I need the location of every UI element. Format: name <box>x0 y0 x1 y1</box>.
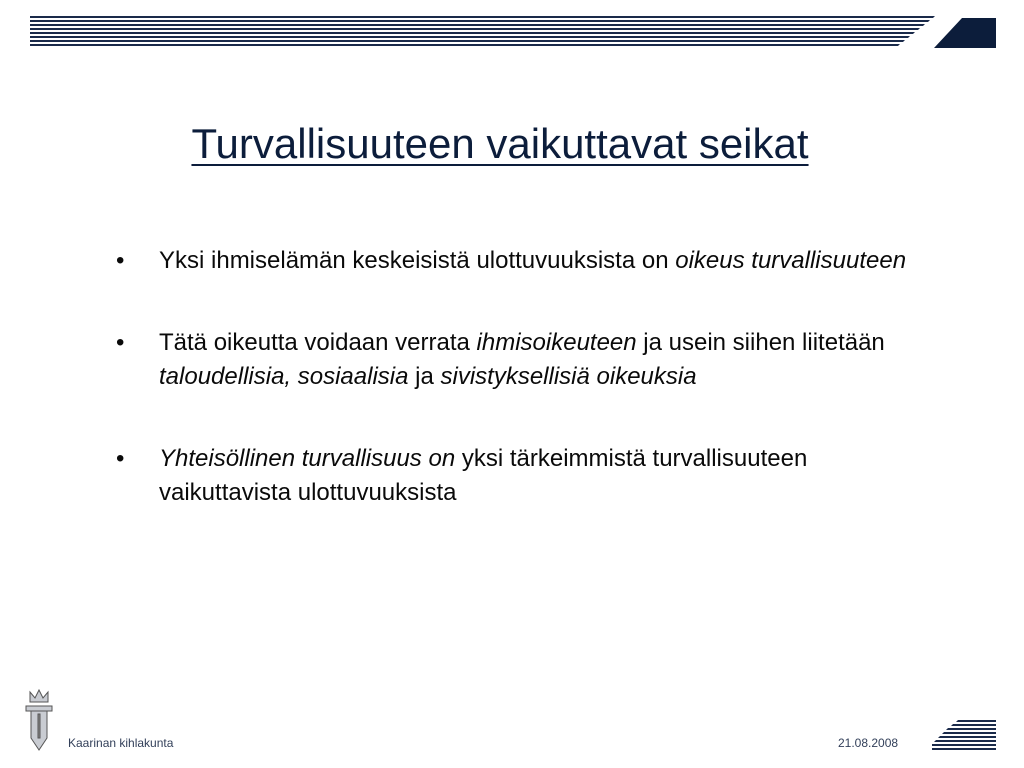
bullet-emphasis: oikeus turvallisuuteen <box>675 247 907 274</box>
header-stripes <box>30 16 935 48</box>
footer-date: 21.08.2008 <box>838 736 899 750</box>
bullet-text: ja <box>408 363 441 390</box>
slide-title: Turvallisuuteen vaikuttavat seikat <box>191 120 809 167</box>
police-emblem-icon <box>22 688 56 752</box>
bullet-emphasis: taloudellisia, sosiaalisia <box>159 363 409 390</box>
bullet-list <box>114 244 944 558</box>
bullet-marker: • <box>116 445 125 472</box>
bullet-text: Tätä oikeutta voidaan verrata <box>159 329 477 356</box>
bullet-text: ja usein siihen liitetään <box>636 329 885 356</box>
list-item <box>114 442 944 510</box>
footer-stripes <box>932 720 996 750</box>
footer-organization: Kaarinan kihlakunta <box>68 736 174 750</box>
header-corner-block <box>934 18 996 48</box>
bullet-marker: • <box>116 329 125 356</box>
list-item <box>114 244 944 278</box>
bullet-text: yksi tärkeimmistä turvallisuuteen vaikuttavista ulottuvuuksista <box>159 445 808 506</box>
bullet-emphasis: Yhteisöllinen turvallisuus on <box>159 445 456 472</box>
bullet-text: Yksi ihmiselämän keskeisistä ulottuvuuksista on <box>159 247 676 274</box>
list-item <box>114 326 944 394</box>
bullet-marker: • <box>116 247 125 274</box>
bullet-emphasis: ihmisoikeuteen <box>476 329 637 356</box>
bullet-emphasis: sivistyksellisiä oikeuksia <box>440 363 697 390</box>
